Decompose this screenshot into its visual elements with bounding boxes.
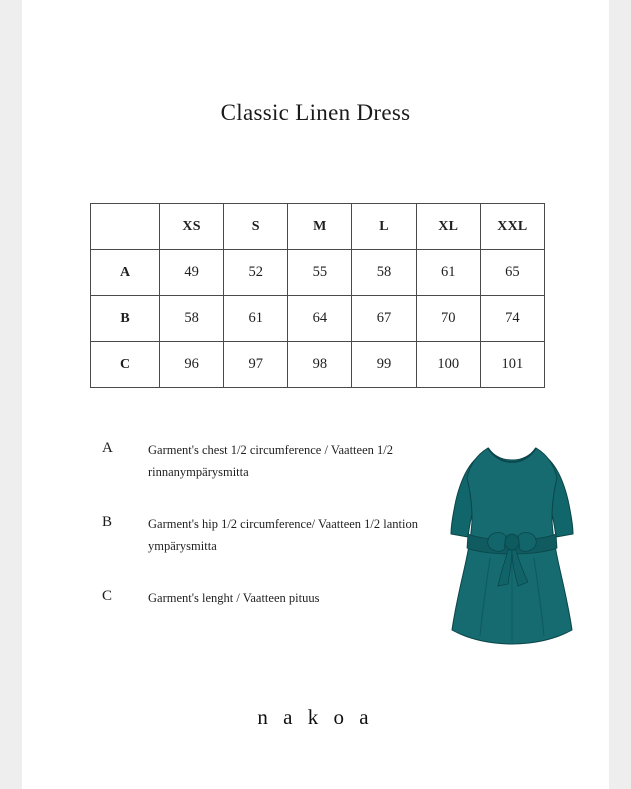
cell-b-xl: 70	[416, 296, 480, 342]
page-title: Classic Linen Dress	[220, 100, 411, 125]
cell-c-l: 99	[352, 342, 416, 388]
dress-graphic	[442, 430, 582, 660]
list-item	[102, 514, 432, 558]
table-row	[91, 296, 545, 342]
row-label-a: A	[91, 250, 160, 296]
cell-a-l: 58	[352, 250, 416, 296]
legend-letter-b: B	[102, 513, 113, 530]
column-header-m: M	[288, 204, 352, 250]
document-page	[22, 0, 609, 789]
cell-b-xxl: 74	[480, 296, 544, 342]
cell-c-s: 97	[224, 342, 288, 388]
column-header-l: L	[352, 204, 416, 250]
size-table	[90, 203, 545, 388]
list-item	[102, 440, 432, 484]
size-table-body	[91, 250, 545, 388]
cell-c-xl: 100	[416, 342, 480, 388]
cell-a-xs: 49	[160, 250, 224, 296]
cell-a-s: 52	[224, 250, 288, 296]
column-header-s: S	[224, 204, 288, 250]
row-label-c: C	[91, 342, 160, 388]
cell-a-xl: 61	[416, 250, 480, 296]
size-table-header	[91, 204, 545, 250]
cell-b-l: 67	[352, 296, 416, 342]
cell-c-xxl: 101	[480, 342, 544, 388]
table-row	[91, 250, 545, 296]
table-row	[91, 342, 545, 388]
column-header-xs: XS	[160, 204, 224, 250]
row-label-b: B	[91, 296, 160, 342]
dress-illustration	[442, 430, 582, 660]
cell-a-m: 55	[288, 250, 352, 296]
cell-b-xs: 58	[160, 296, 224, 342]
brand-wordmark: n a k o a	[257, 705, 374, 729]
column-header-xl: XL	[416, 204, 480, 250]
size-table-container	[90, 203, 545, 388]
legend-letter-a: A	[102, 440, 113, 456]
table-corner-cell	[91, 204, 160, 250]
cell-c-m: 98	[288, 342, 352, 388]
cell-b-m: 64	[288, 296, 352, 342]
column-header-xxl: XXL	[480, 204, 544, 250]
measurement-legend	[102, 440, 432, 656]
cell-b-s: 61	[224, 296, 288, 342]
cell-a-xxl: 65	[480, 250, 544, 296]
legend-text-c: Garment's lenght / Vaatteen pituus	[148, 590, 320, 605]
table-header-row	[91, 204, 545, 250]
cell-c-xs: 96	[160, 342, 224, 388]
list-item	[102, 588, 432, 626]
legend-letter-c: C	[102, 587, 113, 604]
legend-text-b: Garment's hip 1/2 circumference/ Vaatteen 1/2 lantion ympärysmitta	[148, 516, 418, 553]
legend-text-a: Garment's chest 1/2 circumference / Vaatteen 1/2 rinnanympärysmitta	[148, 443, 393, 479]
